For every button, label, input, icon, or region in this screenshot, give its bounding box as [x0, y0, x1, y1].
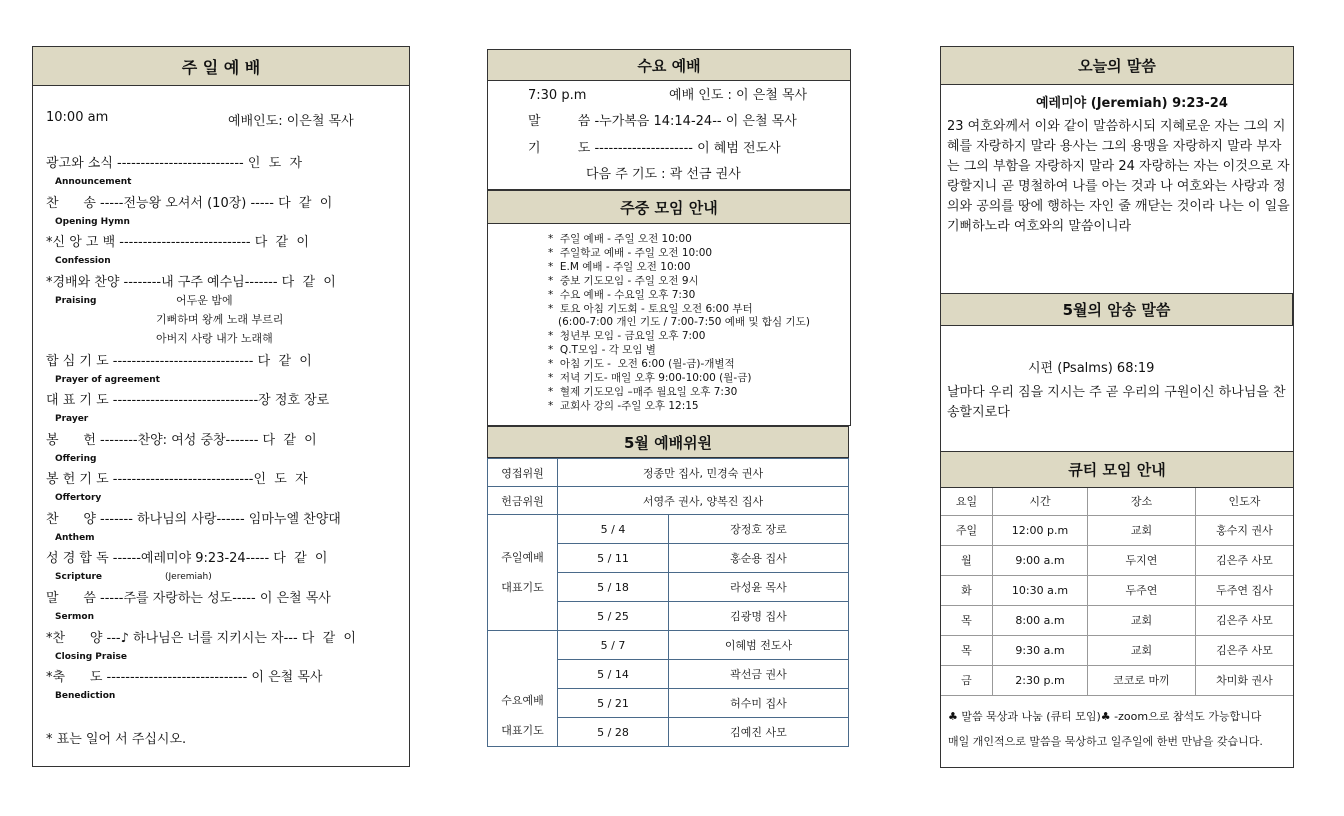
qt-time: 8:00 a.m [993, 605, 1088, 635]
qt-day: 화 [941, 575, 993, 605]
wed-prayer-label [488, 631, 558, 747]
qt-header-day: 요일 [941, 488, 993, 515]
meeting-item: * Q.T모임 - 각 모임 별 [548, 344, 656, 357]
order-item-english: Sermon [55, 612, 94, 622]
order-item: 찬 송 -----전능왕 오셔서 (10장) ----- 다 같 이 [46, 196, 333, 211]
qt-place: 교회 [1088, 605, 1196, 635]
qt-leader: 두주연 집사 [1196, 575, 1294, 605]
order-item-english: Anthem [55, 533, 95, 543]
sunday-time: 10:00 am [46, 110, 109, 125]
qt-time: 12:00 p.m [993, 515, 1088, 545]
qt-place: 코코로 마끼 [1088, 665, 1196, 695]
order-item: 대 표 기 도 -------------------------------장 정호 장로 [46, 393, 330, 408]
meeting-item: * 중보 기도모임 - 주일 오전 9시 [548, 274, 699, 287]
meeting-item: * 주일 예배 - 주일 오전 10:00 [548, 233, 692, 245]
order-item-english: Offering [55, 454, 97, 464]
order-item: *신 앙 고 백 ---------------------------- 다 같 이 [46, 235, 309, 250]
qt-header-leader: 인도자 [1196, 488, 1294, 515]
weekly-meetings-title: 주중 모임 안내 [487, 190, 851, 224]
meeting-item: * E.M 예배 - 주일 오전 10:00 [548, 260, 691, 273]
qt-place: 두지연 [1088, 545, 1196, 575]
praise-song-3: 아버지 사랑 내가 노래해 [156, 332, 273, 345]
meeting-item: * 주일학교 예배 - 주일 오전 10:00 [548, 246, 713, 259]
stand-note: * 표는 일어 서 주십시오. [46, 732, 187, 747]
qt-leader: 김은주 사모 [1196, 545, 1294, 575]
qt-day: 주일 [941, 515, 993, 545]
order-item: *축 도 ------------------------------ 이 은철 목사 [46, 670, 323, 685]
date-cell: 5 / 7 [558, 631, 669, 660]
name-cell: 허수미 집사 [669, 689, 849, 718]
qt-note-zoom: ♣ 말씀 묵상과 나눔 (큐티 모임)♣ -zoom으로 참석도 가능합니다 [948, 710, 1262, 723]
order-item: 성 경 합 독 ------예레미야 9:23-24----- 다 같 이 [46, 551, 328, 566]
wednesday-sermon: 말 씀 -누가복음 14:14-24-- 이 은철 목사 [528, 114, 797, 129]
order-item: 봉 헌 기 도 ------------------------------인 도 자 [46, 472, 308, 487]
qt-day: 목 [941, 605, 993, 635]
sunday-prayer-label-1: 주일예배 [501, 550, 544, 564]
qt-day: 목 [941, 635, 993, 665]
qt-place: 교회 [1088, 515, 1196, 545]
order-item-english: Opening Hymn [55, 217, 130, 227]
qt-day: 금 [941, 665, 993, 695]
wed-prayer-label-2: 대표기도 [501, 724, 544, 737]
order-item-english: Offertory [55, 493, 102, 503]
qt-title: 큐티 모임 안내 [940, 451, 1294, 488]
greeter-label: 영접위원 [488, 459, 558, 487]
wednesday-time-leader: 7:30 p.m 예배 인도 : 이 은철 목사 [528, 88, 808, 103]
qt-leader: 김은주 사모 [1196, 605, 1294, 635]
meeting-item: (6:00-7:00 개인 기도 / 7:00-7:50 예배 및 합심 기도) [548, 316, 810, 329]
next-week-prayer: 다음 주 기도 : 곽 선금 권사 [586, 167, 741, 182]
qt-leader: 김은주 사모 [1196, 635, 1294, 665]
date-cell: 5 / 14 [558, 660, 669, 689]
meeting-item: * 저녁 기도- 매일 오후 9:00-10:00 (월-금) [548, 372, 752, 385]
praise-song-1: 어두운 밤에 [176, 294, 233, 307]
wed-prayer-label-1: 수요예배 [501, 694, 544, 707]
date-cell: 5 / 25 [558, 602, 669, 631]
order-item: 합 심 기 도 ------------------------------ 다 같 이 [46, 354, 312, 369]
weekly-meetings-list [548, 233, 810, 414]
qt-time: 2:30 p.m [993, 665, 1088, 695]
order-item-english: Confession [55, 256, 111, 266]
qt-place: 두주연 [1088, 575, 1196, 605]
order-item-english: Praising [55, 296, 97, 306]
qt-time: 9:30 a.m [993, 635, 1088, 665]
order-item-english-note: (Jeremiah) [165, 572, 212, 582]
meeting-item: * 토요 아침 기도회 - 토요일 오전 6:00 부터 [548, 302, 753, 315]
qt-time: 10:30 a.m [993, 575, 1088, 605]
order-item: 광고와 소식 --------------------------- 인 도 자 [46, 156, 303, 171]
meeting-item: * 수요 예배 - 수요일 오후 7:30 [548, 288, 696, 301]
sunday-prayer-label [488, 515, 558, 631]
name-cell: 이혜범 전도사 [669, 631, 849, 660]
name-cell: 김예진 사모 [669, 718, 849, 747]
servers-title: 5월 예배위원 [487, 426, 849, 458]
meeting-item: * 혈제 기도모임 –매주 월요일 오후 7:30 [548, 385, 738, 398]
sunday-service-title: 주 일 예 배 [32, 46, 410, 86]
wednesday-prayer: 기 도 --------------------- 이 혜범 전도사 [528, 141, 781, 156]
order-item: 봉 헌 --------찬양: 여성 중창------- 다 같 이 [46, 433, 317, 448]
date-cell: 5 / 4 [558, 515, 669, 544]
qt-header-place: 장소 [1088, 488, 1196, 515]
order-item: *경배와 찬양 --------내 구주 예수님------- 다 같 이 [46, 275, 336, 290]
qt-time: 9:00 a.m [993, 545, 1088, 575]
date-cell: 5 / 21 [558, 689, 669, 718]
name-cell: 라성윤 목사 [669, 573, 849, 602]
date-cell: 5 / 11 [558, 544, 669, 573]
offering-value: 서영주 권사, 양복진 집사 [558, 487, 849, 515]
order-item: 말 씀 -----주를 자랑하는 성도----- 이 은철 목사 [46, 591, 331, 606]
qt-table [941, 488, 1293, 696]
name-cell: 곽선금 권사 [669, 660, 849, 689]
sunday-prayer-label-2: 대표기도 [501, 580, 544, 594]
greeter-value: 정종만 집사, 민경숙 권사 [558, 459, 849, 487]
memory-verse-text: 날마다 우리 짐을 지시는 주 곧 우리의 구원이신 하나님을 찬송할지로다 [947, 385, 1286, 420]
order-item-english: Prayer of agreement [55, 375, 160, 385]
meeting-item: * 교회사 강의 -주일 오후 12:15 [548, 399, 699, 412]
qt-day: 월 [941, 545, 993, 575]
date-cell: 5 / 28 [558, 718, 669, 747]
memory-verse-title: 5월의 암송 말씀 [940, 293, 1293, 326]
today-scripture-text: 23 여호와께서 이와 같이 말씀하시되 지혜로운 자는 그의 지혜를 자랑하지 말라 용사는 그의 용맹을 자랑하지 말라 부자는 그의 부함을 자랑하지 말라 24 자랑하는 자는 이것으로 자랑할지니 곧 명철하여 나를 아는 것과 나 여호와는 사랑과 정의와 공의를 땅에 행하는 자인 줄 깨닫는 것이라 나는 이 일을 기뻐하노라 여호와의 말씀이니라 [947, 119, 1290, 234]
praise-song-2: 기뻐하며 왕께 노래 부르리 [156, 313, 284, 326]
order-item: *찬 양 ---♪ 하나님은 너를 지키시는 자--- 다 같 이 [46, 631, 356, 646]
qt-leader: 차미화 권사 [1196, 665, 1294, 695]
order-item-english: Closing Praise [55, 652, 127, 662]
today-reference: 예레미야 (Jeremiah) 9:23-24 [1036, 96, 1228, 111]
qt-note-weekly: 매일 개인적으로 말씀을 묵상하고 일주일에 한번 만남을 갖습니다. [948, 735, 1263, 748]
order-item: 찬 양 ------- 하나님의 사랑------ 임마누엘 찬양대 [46, 512, 341, 527]
meeting-item: * 청년부 모임 - 금요일 오후 7:00 [548, 330, 706, 343]
qt-place: 교회 [1088, 635, 1196, 665]
wednesday-title: 수요 예배 [487, 49, 851, 81]
meeting-item: * 아침 기도 - 오전 6:00 (월-금)-개별적 [548, 358, 735, 371]
order-item-english: Benediction [55, 691, 116, 701]
order-item-english: Scripture [55, 572, 103, 582]
qt-header-time: 시간 [993, 488, 1088, 515]
memory-verse-reference: 시편 (Psalms) 68:19 [1028, 361, 1155, 376]
order-item-english: Prayer [55, 414, 89, 424]
today-word-title: 오늘의 말씀 [940, 46, 1294, 85]
name-cell: 김광명 집사 [669, 602, 849, 631]
date-cell: 5 / 18 [558, 573, 669, 602]
qt-leader: 홍수지 권사 [1196, 515, 1294, 545]
name-cell: 장정호 장로 [669, 515, 849, 544]
offering-label: 헌금위원 [488, 487, 558, 515]
sunday-leader: 예배인도: 이은철 목사 [228, 114, 354, 129]
name-cell: 홍순용 집사 [669, 544, 849, 573]
order-item-english: Announcement [55, 177, 132, 187]
servers-table [487, 458, 849, 747]
